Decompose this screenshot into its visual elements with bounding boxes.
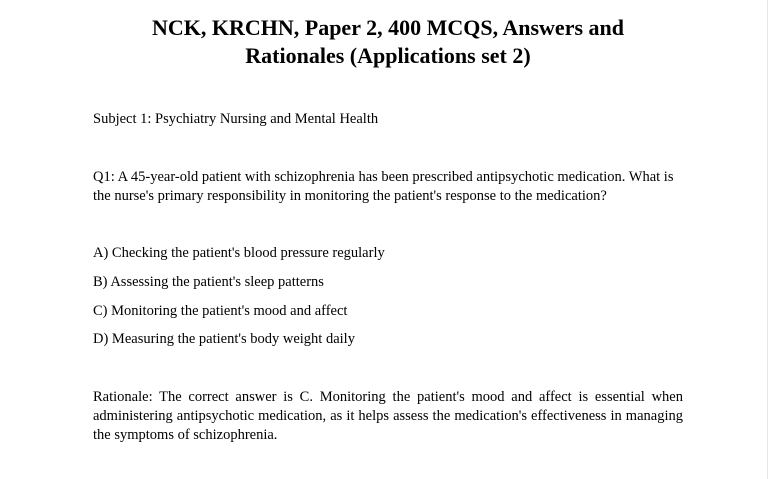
document-title [93,14,683,70]
option-a: A) Checking the patient's blood pressure regularly [93,245,385,261]
document-title-line-2: Rationales (Applications set 2) [245,43,531,68]
option-d: D) Measuring the patient's body weight daily [93,331,355,347]
option-b: B) Assessing the patient's sleep patterns [93,274,324,290]
option-c: C) Monitoring the patient's mood and affect [93,303,348,319]
question-text: Q1: A 45-year-old patient with schizophrenia has been prescribed antipsychotic medication. What is the nurse's primary responsibility in monitoring the patient's response to the medication? [93,169,674,204]
subject-heading: Subject 1: Psychiatry Nursing and Mental Health [93,111,379,127]
rationale-text: Rationale: The correct answer is C. Monitoring the patient's mood and affect is essential when administering antipsychotic medication, as it helps assess the medication's effectiveness in managing the symptoms of schizophrenia. [93,389,683,443]
document-title-line-1: NCK, KRCHN, Paper 2, 400 MCQS, Answers and [151,15,624,40]
